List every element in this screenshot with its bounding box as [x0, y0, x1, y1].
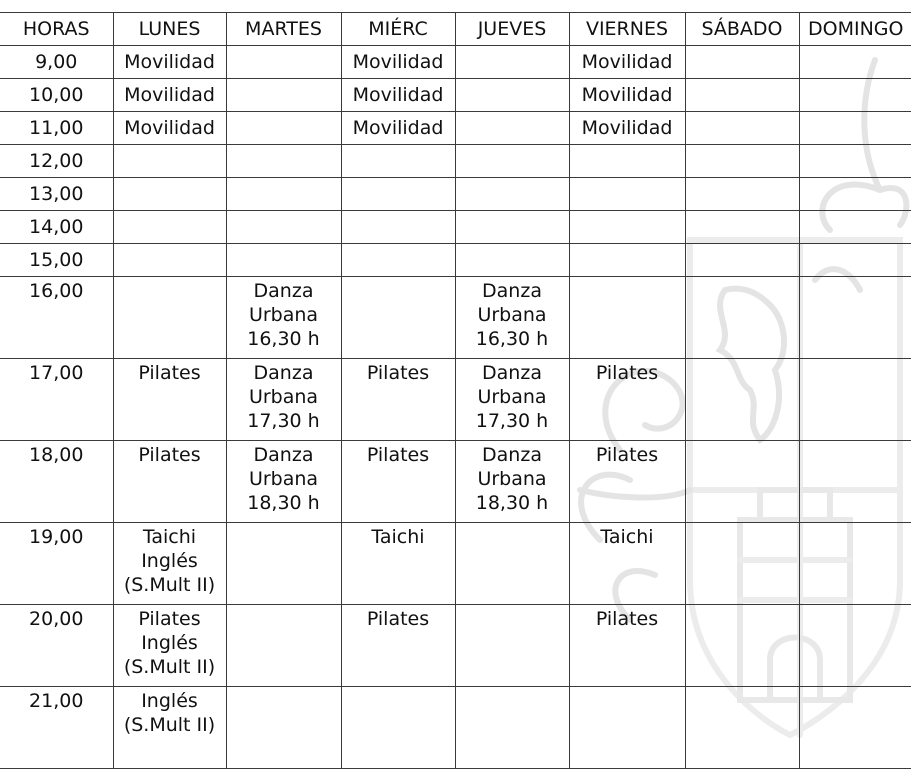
activity-cell-sabado	[685, 112, 799, 145]
activity-text: Movilidad	[124, 117, 215, 139]
activity-cell-sabado	[685, 359, 799, 441]
column-header: SÁBADO	[685, 13, 799, 46]
hour-cell: 18,00	[0, 441, 113, 523]
activity-cell-lunes	[113, 244, 226, 277]
activity-text: Danza	[253, 362, 314, 384]
activity-cell-jueves	[455, 277, 569, 359]
activity-text: 17,30 h	[247, 410, 320, 432]
hour-cell: 14,00	[0, 211, 113, 244]
activity-text: Urbana	[248, 468, 319, 490]
activity-text: Inglés	[141, 690, 198, 712]
activity-text: Urbana	[477, 386, 547, 408]
activity-text: 17,30 h	[475, 410, 549, 432]
activity-cell-lunes	[113, 687, 226, 769]
activity-cell-jueves	[455, 359, 569, 441]
column-header: MARTES	[226, 13, 341, 46]
activity-text: Pilates	[595, 608, 659, 630]
activity-text: Urbana	[477, 304, 547, 326]
activity-cell-viernes	[569, 441, 685, 523]
hour-cell: 19,00	[0, 523, 113, 605]
activity-cell-miercoles	[341, 211, 455, 244]
activity-text: 18,30 h	[247, 492, 320, 514]
activity-text: Pilates	[595, 362, 659, 384]
activity-cell-domingo	[799, 244, 911, 277]
activity-text: Danza	[253, 444, 314, 466]
activity-cell-lunes	[113, 46, 226, 79]
activity-text: Movilidad	[581, 84, 673, 106]
hour-cell: 20,00	[0, 605, 113, 687]
activity-cell-jueves	[455, 211, 569, 244]
activity-cell-miercoles	[341, 112, 455, 145]
activity-cell-lunes	[113, 112, 226, 145]
column-header: JUEVES	[455, 13, 569, 46]
activity-cell-viernes	[569, 687, 685, 769]
activity-text: Pilates	[138, 608, 201, 630]
activity-cell-jueves	[455, 687, 569, 769]
column-header: HORAS	[0, 13, 113, 46]
hour-cell: 10,00	[0, 79, 113, 112]
activity-text: Pilates	[366, 608, 430, 630]
schedule-row	[0, 46, 911, 79]
activity-cell-jueves	[455, 112, 569, 145]
activity-cell-jueves	[455, 79, 569, 112]
activity-cell-martes	[226, 145, 341, 178]
activity-cell-lunes	[113, 79, 226, 112]
activity-cell-miercoles	[341, 79, 455, 112]
activity-cell-domingo	[799, 112, 911, 145]
schedule-row	[0, 359, 911, 441]
column-header: MIÉRC	[341, 13, 455, 46]
column-header: LUNES	[113, 13, 226, 46]
activity-cell-jueves	[455, 244, 569, 277]
schedule-row	[0, 211, 911, 244]
activity-text: Taichi	[600, 526, 654, 548]
activity-cell-sabado	[685, 605, 799, 687]
hour-cell: 17,00	[0, 359, 113, 441]
activity-cell-sabado	[685, 211, 799, 244]
activity-cell-sabado	[685, 523, 799, 605]
activity-cell-sabado	[685, 687, 799, 769]
activity-cell-martes	[226, 605, 341, 687]
activity-cell-lunes	[113, 523, 226, 605]
activity-cell-martes	[226, 211, 341, 244]
schedule-row	[0, 178, 911, 211]
activity-text: Taichi	[371, 526, 425, 548]
hour-cell: 21,00	[0, 687, 113, 769]
activity-cell-sabado	[685, 277, 799, 359]
activity-text: Pilates	[138, 444, 201, 466]
hour-cell: 9,00	[0, 46, 113, 79]
activity-cell-miercoles	[341, 244, 455, 277]
activity-text: Inglés	[141, 632, 198, 654]
schedule-table	[0, 12, 911, 769]
activity-cell-martes	[226, 46, 341, 79]
activity-cell-viernes	[569, 211, 685, 244]
activity-cell-jueves	[455, 46, 569, 79]
activity-cell-domingo	[799, 178, 911, 211]
activity-text: Danza	[482, 280, 542, 302]
schedule-row	[0, 441, 911, 523]
activity-cell-lunes	[113, 178, 226, 211]
activity-cell-domingo	[799, 359, 911, 441]
activity-cell-sabado	[685, 441, 799, 523]
activity-cell-miercoles	[341, 523, 455, 605]
header-row	[0, 13, 911, 46]
activity-cell-sabado	[685, 79, 799, 112]
column-header: DOMINGO	[799, 13, 911, 46]
activity-cell-viernes	[569, 605, 685, 687]
activity-cell-martes	[226, 359, 341, 441]
activity-cell-lunes	[113, 145, 226, 178]
schedule-row	[0, 79, 911, 112]
activity-cell-viernes	[569, 178, 685, 211]
activity-cell-miercoles	[341, 145, 455, 178]
hour-cell: 15,00	[0, 244, 113, 277]
activity-cell-martes	[226, 244, 341, 277]
hour-cell: 13,00	[0, 178, 113, 211]
activity-text: Danza	[482, 444, 542, 466]
activity-cell-viernes	[569, 46, 685, 79]
schedule-row	[0, 687, 911, 769]
activity-text: Urbana	[248, 304, 319, 326]
schedule-row	[0, 605, 911, 687]
activity-text: Danza	[253, 280, 314, 302]
activity-text: Danza	[482, 362, 542, 384]
activity-text: 16,30 h	[247, 328, 320, 350]
activity-cell-jueves	[455, 145, 569, 178]
schedule-row	[0, 523, 911, 605]
activity-text: Movilidad	[352, 51, 444, 73]
activity-cell-domingo	[799, 145, 911, 178]
hour-cell: 16,00	[0, 277, 113, 359]
activity-cell-miercoles	[341, 178, 455, 211]
activity-cell-lunes	[113, 605, 226, 687]
activity-cell-martes	[226, 79, 341, 112]
activity-cell-lunes	[113, 211, 226, 244]
activity-text: Pilates	[366, 362, 430, 384]
activity-cell-martes	[226, 523, 341, 605]
activity-text: Movilidad	[124, 51, 215, 73]
activity-cell-viernes	[569, 79, 685, 112]
activity-cell-miercoles	[341, 46, 455, 79]
activity-cell-viernes	[569, 145, 685, 178]
activity-cell-domingo	[799, 687, 911, 769]
schedule-row	[0, 145, 911, 178]
activity-cell-jueves	[455, 523, 569, 605]
activity-cell-miercoles	[341, 687, 455, 769]
activity-text: Pilates	[138, 362, 201, 384]
activity-text: Movilidad	[352, 84, 444, 106]
column-header: VIERNES	[569, 13, 685, 46]
activity-cell-domingo	[799, 523, 911, 605]
activity-cell-jueves	[455, 178, 569, 211]
activity-cell-lunes	[113, 441, 226, 523]
activity-cell-miercoles	[341, 277, 455, 359]
activity-cell-martes	[226, 112, 341, 145]
activity-cell-domingo	[799, 79, 911, 112]
activity-cell-sabado	[685, 46, 799, 79]
activity-cell-viernes	[569, 523, 685, 605]
activity-text: Movilidad	[124, 84, 215, 106]
activity-text: 18,30 h	[475, 492, 549, 514]
activity-cell-martes	[226, 277, 341, 359]
schedule-row	[0, 277, 911, 359]
activity-cell-domingo	[799, 277, 911, 359]
activity-cell-sabado	[685, 145, 799, 178]
activity-text: Pilates	[366, 444, 430, 466]
activity-text: Movilidad	[352, 117, 444, 139]
activity-cell-sabado	[685, 244, 799, 277]
activity-text: Urbana	[248, 386, 319, 408]
activity-text: (S.Mult II)	[123, 574, 216, 596]
activity-text: Taichi	[142, 526, 197, 548]
hour-cell: 12,00	[0, 145, 113, 178]
activity-cell-viernes	[569, 359, 685, 441]
activity-cell-martes	[226, 178, 341, 211]
activity-cell-domingo	[799, 441, 911, 523]
activity-text: Pilates	[595, 444, 659, 466]
activity-text: Urbana	[477, 468, 547, 490]
activity-cell-lunes	[113, 277, 226, 359]
activity-text: Movilidad	[581, 117, 673, 139]
activity-text: Movilidad	[581, 51, 673, 73]
activity-cell-viernes	[569, 244, 685, 277]
activity-cell-viernes	[569, 112, 685, 145]
activity-cell-lunes	[113, 359, 226, 441]
activity-cell-miercoles	[341, 605, 455, 687]
activity-cell-miercoles	[341, 359, 455, 441]
activity-text: (S.Mult II)	[123, 714, 216, 736]
activity-cell-domingo	[799, 605, 911, 687]
activity-cell-miercoles	[341, 441, 455, 523]
activity-cell-jueves	[455, 441, 569, 523]
activity-cell-martes	[226, 687, 341, 769]
schedule-row	[0, 112, 911, 145]
activity-cell-domingo	[799, 46, 911, 79]
schedule-row	[0, 244, 911, 277]
activity-cell-martes	[226, 441, 341, 523]
activity-cell-domingo	[799, 211, 911, 244]
activity-cell-viernes	[569, 277, 685, 359]
activity-text: (S.Mult II)	[123, 656, 216, 678]
activity-text: Inglés	[141, 550, 198, 572]
hour-cell: 11,00	[0, 112, 113, 145]
activity-cell-sabado	[685, 178, 799, 211]
activity-text: 16,30 h	[475, 328, 549, 350]
activity-cell-jueves	[455, 605, 569, 687]
